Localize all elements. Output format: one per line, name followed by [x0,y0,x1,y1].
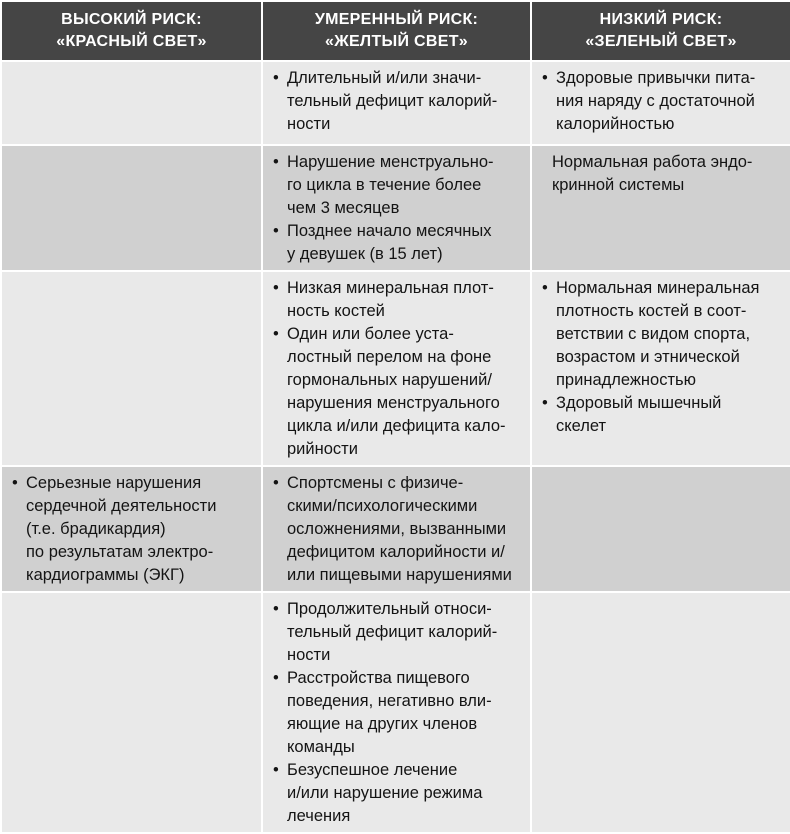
header-high-risk [1,1,262,61]
item-text-line: • Позднее начало месячных [287,222,492,240]
item-text-line: команды [287,738,355,756]
item-text-line: возрастом и этнической [556,348,740,366]
plain-text [542,151,780,197]
bullet-item [273,67,520,136]
cell-moderate-risk [262,466,531,592]
item-text-line: и/или нарушение режима [287,784,483,802]
item-text-line: (т.е. брадикардия) [26,520,166,538]
bullet-item [542,392,780,438]
item-text-line: Нормальная работа эндо- [552,153,753,171]
item-text-line: тельный дефицит калорий- [287,623,498,641]
item-text-line: • Один или более уста- [287,325,454,343]
cell-high-risk [1,145,262,271]
table-row [1,466,790,592]
item-text-line: осложнениями, вызванными [287,520,507,538]
item-text-line: плотность костей в соот- [556,302,747,320]
item-text-line: дефицитом калорийности и/ [287,543,505,561]
table-row [1,61,790,145]
item-text-line: кринной системы [552,176,685,194]
cell-moderate-risk [262,61,531,145]
header-title: УМЕРЕННЫЙ РИСК: [314,11,479,28]
cell-high-risk [1,466,262,592]
bullet-item [273,323,520,461]
item-text-line: лечения [287,807,351,825]
header-subtitle: «ЖЕЛТЫЙ СВЕТ» [325,33,468,50]
item-text-line: ности [287,115,331,133]
item-text-line: тельный дефицит калорий- [287,92,498,110]
item-text-line: • Нарушение менструально- [287,153,494,171]
bullet-item [273,759,520,828]
cell-low-risk [531,592,790,833]
cell-low-risk [531,145,790,271]
header-subtitle: «ЗЕЛЕНЫЙ СВЕТ» [585,33,737,50]
item-text-line: ности [287,646,331,664]
bullet-item [273,667,520,759]
item-text-line: ния наряду с достаточной [556,92,755,110]
bullet-item [273,151,520,220]
item-text-line: поведения, негативно вли- [287,692,492,710]
bullet-item [542,277,780,392]
cell-moderate-risk [262,145,531,271]
item-text-line: у девушек (в 15 лет) [287,245,443,263]
item-text-line: принадлежностью [556,371,696,389]
bullet-item [542,67,780,136]
cell-low-risk [531,61,790,145]
cell-moderate-risk [262,271,531,466]
cell-high-risk [1,271,262,466]
bullet-item [273,277,520,323]
bullet-item [273,598,520,667]
item-text-line: или пищевыми нарушениями [287,566,512,584]
cell-high-risk [1,61,262,145]
item-text-line: • Расстройства пищевого [287,669,470,687]
bullet-item [273,220,520,266]
bullet-item [12,472,251,587]
item-text-line: яющие на других членов [287,715,478,733]
item-text-line: • Серьезные нарушения [26,474,202,492]
item-text-line: скелет [556,417,607,435]
item-text-line: чем 3 месяцев [287,199,400,217]
item-text-line: ность костей [287,302,385,320]
item-text-line: нарушения менструального [287,394,500,412]
item-text-line: го цикла в течение более [287,176,482,194]
item-text-line: кардиограммы (ЭКГ) [26,566,185,584]
cell-low-risk [531,271,790,466]
header-moderate-risk [262,1,531,61]
header-low-risk [531,1,790,61]
header-title: НИЗКИЙ РИСК: [599,11,723,28]
item-text-line: сердечной деятельности [26,497,217,515]
item-text-line: по результатам электро- [26,543,214,561]
item-text-line: цикла и/или дефицита кало- [287,417,506,435]
item-text-line: скими/психологическими [287,497,478,515]
item-text-line: рийности [287,440,358,458]
cell-low-risk [531,466,790,592]
item-text-line: • Спортсмены с физиче- [287,474,464,492]
item-text-line: • Длительный и/или значи- [287,69,482,87]
item-text-line: • Безуспешное лечение [287,761,458,779]
cell-moderate-risk [262,592,531,833]
table-row [1,271,790,466]
item-text-line: • Продолжительный относи- [287,600,492,618]
table-row [1,145,790,271]
header-title: ВЫСОКИЙ РИСК: [61,11,202,28]
bullet-item [273,472,520,587]
header-row [1,1,790,61]
item-text-line: • Здоровые привычки пита- [556,69,756,87]
item-text-line: • Нормальная минеральная [556,279,760,297]
item-text-line: • Низкая минеральная плот- [287,279,494,297]
item-text-line: лостный перелом на фоне [287,348,492,366]
item-text-line: калорийностью [556,115,675,133]
cell-high-risk [1,592,262,833]
item-text-line: • Здоровый мышечный [556,394,722,412]
item-text-line: ветствии с видом спорта, [556,325,751,343]
header-subtitle: «КРАСНЫЙ СВЕТ» [56,33,207,50]
item-text-line: гормональных нарушений/ [287,371,492,389]
table-row [1,592,790,833]
